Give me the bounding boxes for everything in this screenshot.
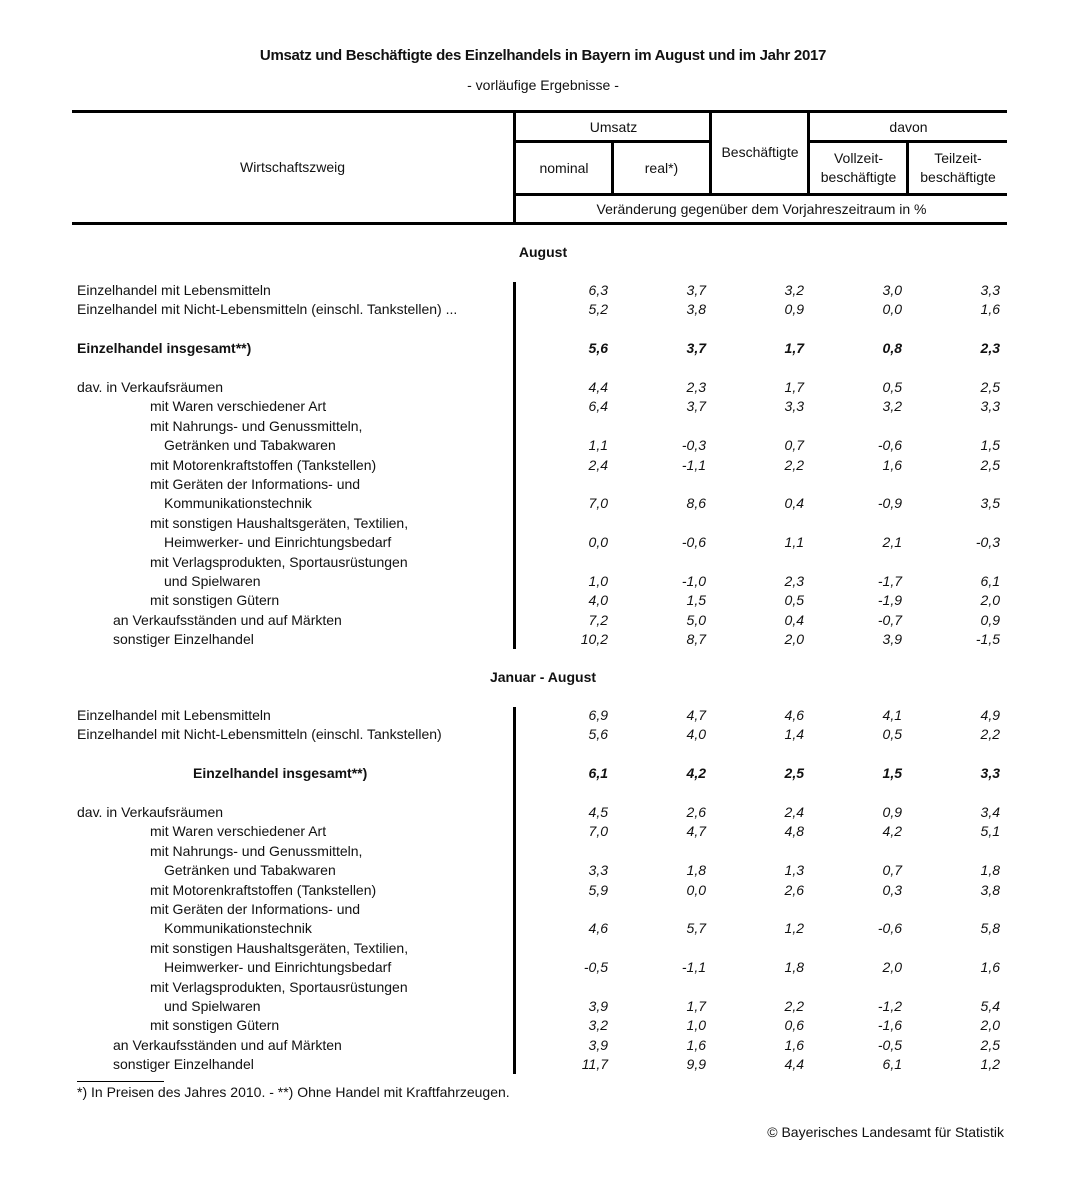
value-beschaeftigte: 0,4 <box>784 495 804 512</box>
value-nominal: 2,4 <box>588 456 608 473</box>
value-real: 1,6 <box>686 1036 706 1053</box>
value-teilzeit: 2,5 <box>980 456 1000 473</box>
value-vollzeit: 2,0 <box>882 959 902 976</box>
value-teilzeit: 2,5 <box>980 379 1000 395</box>
value-nominal: 3,2 <box>588 1017 608 1034</box>
row-label: mit Nahrungs- und Genussmitteln, <box>150 417 363 434</box>
value-nominal: 4,5 <box>588 804 608 820</box>
value-nominal: 5,2 <box>588 301 608 318</box>
value-nominal: 6,1 <box>588 765 608 782</box>
value-real: 3,7 <box>686 282 706 298</box>
section-heading: Januar - August <box>489 669 597 685</box>
value-beschaeftigte: 1,7 <box>784 379 804 395</box>
value-nominal: -0,5 <box>583 959 608 976</box>
value-teilzeit: 6,1 <box>980 573 1000 589</box>
table-title: Umsatz und Beschäftigte des Einzelhandels in Bayern im August und im Jahr 2017 <box>259 47 827 64</box>
value-nominal: 6,9 <box>588 707 608 723</box>
value-teilzeit: 3,5 <box>980 495 1000 512</box>
value-teilzeit: 3,3 <box>980 398 1000 415</box>
value-vollzeit: -0,9 <box>877 495 902 512</box>
table-row <box>72 631 1007 650</box>
table-row <box>72 901 1007 920</box>
row-label: mit sonstigen Haushaltsgeräten, Textilien, <box>150 514 409 531</box>
row-label: Getränken und Tabakwaren <box>164 437 336 454</box>
value-beschaeftigte: 1,1 <box>784 534 804 551</box>
row-label: mit Motorenkraftstoffen (Tankstellen) <box>150 456 377 473</box>
value-teilzeit: 2,3 <box>980 340 1000 357</box>
spacer-row <box>72 785 1007 804</box>
value-nominal: 6,4 <box>588 398 608 415</box>
value-real: 0,0 <box>686 881 706 898</box>
value-real: 4,7 <box>686 707 706 723</box>
value-real: -1,1 <box>681 959 706 976</box>
value-vollzeit: 0,0 <box>882 301 902 318</box>
value-beschaeftigte: 3,3 <box>784 398 804 415</box>
row-label: mit Motorenkraftstoffen (Tankstellen) <box>150 881 377 898</box>
value-nominal: 5,6 <box>588 340 608 357</box>
value-nominal: 1,1 <box>588 437 608 454</box>
value-real: 2,3 <box>686 379 706 395</box>
value-vollzeit: 0,5 <box>882 726 902 743</box>
value-vollzeit: -0,7 <box>877 611 902 628</box>
value-teilzeit: -1,5 <box>975 631 1000 648</box>
row-label: mit Waren verschiedener Art <box>150 398 327 415</box>
row-label: Einzelhandel mit Nicht-Lebensmitteln (einschl. Tankstellen) ... <box>77 301 458 318</box>
row-label: dav. in Verkaufsräumen <box>77 804 224 820</box>
value-real: 5,7 <box>686 920 706 937</box>
value-nominal: 11,7 <box>581 1056 608 1073</box>
row-label: sonstiger Einzelhandel <box>113 1056 254 1073</box>
value-beschaeftigte: 1,3 <box>784 862 804 879</box>
value-beschaeftigte: 3,2 <box>784 282 804 298</box>
header-vollzeit-line1: Vollzeit- <box>833 150 884 166</box>
table-row <box>72 1037 1007 1056</box>
header-branch: Wirtschaftszweig <box>239 159 346 175</box>
row-label: mit sonstigen Gütern <box>150 1017 280 1034</box>
row-label: Einzelhandel insgesamt**) <box>77 340 252 357</box>
table-row <box>72 398 1007 417</box>
value-teilzeit: 1,6 <box>980 959 1000 976</box>
value-vollzeit: 0,7 <box>882 862 902 879</box>
row-label: sonstiger Einzelhandel <box>113 631 254 648</box>
row-label: dav. in Verkaufsräumen <box>77 379 224 395</box>
table-row <box>72 340 1007 359</box>
table-row <box>72 457 1007 476</box>
value-vollzeit: 0,5 <box>882 379 902 395</box>
header-real: real*) <box>644 159 679 176</box>
value-real: 1,5 <box>686 592 706 609</box>
value-nominal: 7,0 <box>588 823 608 840</box>
table-row <box>72 998 1007 1017</box>
value-beschaeftigte: 0,4 <box>784 611 804 628</box>
footnote-rule <box>77 1081 164 1082</box>
value-beschaeftigte: 2,2 <box>784 998 804 1014</box>
value-beschaeftigte: 0,6 <box>784 1017 804 1034</box>
value-nominal: 4,6 <box>588 920 608 937</box>
value-real: 1,0 <box>686 1017 706 1034</box>
value-nominal: 5,9 <box>588 881 608 898</box>
table-row <box>72 1017 1007 1036</box>
row-label: Einzelhandel mit Lebensmitteln <box>77 282 271 298</box>
table-row <box>72 804 1007 823</box>
table-row <box>72 554 1007 573</box>
table-row <box>72 282 1007 301</box>
value-real: 3,8 <box>686 301 706 318</box>
value-beschaeftigte: 0,5 <box>784 592 804 609</box>
table-row <box>72 823 1007 842</box>
header-unit: Veränderung gegenüber dem Vorjahreszeitraum in % <box>596 200 927 217</box>
spacer-row <box>72 360 1007 379</box>
value-real: -1,0 <box>681 573 706 589</box>
value-nominal: 1,0 <box>588 573 608 589</box>
table-row <box>72 437 1007 456</box>
table-row <box>72 707 1007 726</box>
value-beschaeftigte: 2,6 <box>784 881 804 898</box>
value-real: 3,7 <box>686 398 706 415</box>
value-teilzeit: 0,9 <box>980 611 1000 628</box>
value-vollzeit: 4,2 <box>882 823 902 840</box>
value-beschaeftigte: 2,3 <box>784 573 804 589</box>
value-real: -1,1 <box>681 456 706 473</box>
value-teilzeit: 5,4 <box>980 998 1000 1014</box>
value-beschaeftigte: 1,7 <box>784 340 804 357</box>
table-row <box>72 862 1007 881</box>
value-teilzeit: 4,9 <box>980 707 1000 723</box>
table-row <box>72 882 1007 901</box>
table-row <box>72 573 1007 592</box>
table-row <box>72 1056 1007 1075</box>
value-beschaeftigte: 1,6 <box>784 1036 804 1053</box>
value-nominal: 3,9 <box>588 998 608 1014</box>
value-vollzeit: 2,1 <box>882 534 902 551</box>
table-row <box>72 612 1007 631</box>
value-teilzeit: 2,2 <box>980 726 1000 743</box>
value-beschaeftigte: 4,4 <box>784 1056 804 1073</box>
header-teilzeit-line2: beschäftigte <box>920 169 996 185</box>
table-row <box>72 418 1007 437</box>
row-label: Heimwerker- und Einrichtungsbedarf <box>164 534 392 551</box>
table-row <box>72 959 1007 978</box>
value-vollzeit: 3,9 <box>882 631 902 648</box>
value-real: 8,6 <box>686 495 706 512</box>
value-vollzeit: 3,0 <box>882 282 902 298</box>
value-beschaeftigte: 4,6 <box>784 707 804 723</box>
value-teilzeit: 2,5 <box>980 1036 1000 1053</box>
value-real: 1,7 <box>686 998 706 1014</box>
row-label: mit sonstigen Haushaltsgeräten, Textilien, <box>150 939 409 956</box>
value-real: -0,6 <box>681 534 706 551</box>
value-vollzeit: -1,2 <box>877 998 902 1014</box>
value-teilzeit: 3,4 <box>980 804 1000 820</box>
value-beschaeftigte: 2,0 <box>784 631 804 648</box>
value-teilzeit: -0,3 <box>975 534 1000 551</box>
header-beschaeftigte: Beschäftigte <box>721 144 799 160</box>
value-nominal: 7,0 <box>588 495 608 512</box>
table-row <box>72 765 1007 784</box>
header-vollzeit <box>810 143 907 193</box>
copyright: © Bayerisches Landesamt für Statistik <box>767 1124 1004 1140</box>
value-vollzeit: 0,3 <box>882 881 902 898</box>
value-vollzeit: -0,6 <box>877 920 902 937</box>
value-nominal: 4,0 <box>588 592 608 609</box>
value-real: 2,6 <box>686 804 706 820</box>
value-nominal: 3,3 <box>588 862 608 879</box>
value-teilzeit: 5,8 <box>980 920 1000 937</box>
row-label: mit sonstigen Gütern <box>150 592 280 609</box>
table-row <box>72 379 1007 398</box>
table-row <box>72 301 1007 320</box>
row-label: Kommunikationstechnik <box>164 495 312 512</box>
table-subtitle: - vorläufige Ergebnisse - <box>467 77 619 93</box>
row-label: Kommunikationstechnik <box>164 920 312 937</box>
value-beschaeftigte: 4,8 <box>784 823 804 840</box>
value-vollzeit: -0,6 <box>877 437 902 454</box>
value-vollzeit: 6,1 <box>882 1056 902 1073</box>
value-vollzeit: -1,7 <box>877 573 902 589</box>
spacer-row <box>72 321 1007 340</box>
row-label: Getränken und Tabakwaren <box>164 862 336 879</box>
value-real: 4,7 <box>686 823 706 840</box>
section-heading: August <box>518 244 568 260</box>
value-real: 4,0 <box>686 726 706 743</box>
row-label: Einzelhandel mit Lebensmitteln <box>77 707 271 723</box>
value-vollzeit: -1,9 <box>877 592 902 609</box>
value-vollzeit: 1,5 <box>882 765 902 782</box>
value-nominal: 3,9 <box>588 1036 608 1053</box>
value-beschaeftigte: 2,4 <box>784 804 804 820</box>
spacer-row <box>72 746 1007 765</box>
value-nominal: 0,0 <box>588 534 608 551</box>
table-row <box>72 515 1007 534</box>
row-label: an Verkaufsständen und auf Märkten <box>113 1036 342 1053</box>
value-beschaeftigte: 1,8 <box>784 959 804 976</box>
footnote: *) In Preisen des Jahres 2010. - **) Ohne Handel mit Kraftfahrzeugen. <box>77 1084 510 1100</box>
header-umsatz: Umsatz <box>589 118 638 135</box>
value-real: 9,9 <box>686 1056 706 1073</box>
value-nominal: 4,4 <box>588 379 608 395</box>
table-row <box>72 476 1007 495</box>
table-row <box>72 920 1007 939</box>
table-row <box>72 726 1007 745</box>
row-label: an Verkaufsständen und auf Märkten <box>113 611 342 628</box>
value-nominal: 10,2 <box>580 631 608 648</box>
value-teilzeit: 3,3 <box>980 765 1000 782</box>
header-nominal: nominal <box>539 159 589 176</box>
row-label: und Spielwaren <box>164 573 261 589</box>
value-real: 5,0 <box>686 611 706 628</box>
value-vollzeit: 4,1 <box>882 707 902 723</box>
value-teilzeit: 1,6 <box>980 301 1000 318</box>
value-teilzeit: 2,0 <box>980 1017 1000 1034</box>
value-vollzeit: -0,5 <box>877 1036 902 1053</box>
row-label: mit Geräten der Informations- und <box>150 901 361 917</box>
value-beschaeftigte: 0,9 <box>784 301 804 318</box>
value-vollzeit: 0,8 <box>882 340 902 357</box>
table-header <box>72 110 1007 225</box>
value-real: -0,3 <box>681 437 706 454</box>
row-label: mit Nahrungs- und Genussmitteln, <box>150 842 363 859</box>
value-teilzeit: 3,8 <box>980 881 1000 898</box>
table-row <box>72 979 1007 998</box>
value-beschaeftigte: 2,5 <box>784 765 804 782</box>
value-teilzeit: 1,2 <box>980 1056 1000 1073</box>
value-nominal: 5,6 <box>588 726 608 743</box>
value-teilzeit: 2,0 <box>980 592 1000 609</box>
table-row <box>72 843 1007 862</box>
value-real: 1,8 <box>686 862 706 879</box>
row-label: mit Verlagsprodukten, Sportausrüstungen <box>150 978 408 995</box>
value-real: 3,7 <box>686 340 706 357</box>
value-vollzeit: 0,9 <box>882 804 902 820</box>
row-label: mit Geräten der Informations- und <box>150 476 361 492</box>
value-teilzeit: 3,3 <box>980 282 1000 298</box>
header-davon: davon <box>889 118 928 135</box>
table-row <box>72 495 1007 514</box>
value-teilzeit: 5,1 <box>980 823 1000 840</box>
value-vollzeit: -1,6 <box>877 1017 902 1034</box>
value-real: 4,2 <box>686 765 706 782</box>
row-label: Einzelhandel insgesamt**) <box>193 765 368 782</box>
value-beschaeftigte: 1,2 <box>784 920 804 937</box>
header-teilzeit <box>909 143 1007 193</box>
value-nominal: 6,3 <box>588 282 608 298</box>
row-label: mit Verlagsprodukten, Sportausrüstungen <box>150 553 408 570</box>
table-row <box>72 940 1007 959</box>
row-label: Heimwerker- und Einrichtungsbedarf <box>164 959 392 976</box>
row-label: mit Waren verschiedener Art <box>150 823 327 840</box>
value-vollzeit: 1,6 <box>882 456 902 473</box>
header-vollzeit-line2: beschäftigte <box>820 169 897 185</box>
value-nominal: 7,2 <box>588 611 608 628</box>
value-real: 8,7 <box>686 631 706 648</box>
value-vollzeit: 3,2 <box>882 398 902 415</box>
table-row <box>72 534 1007 553</box>
header-teilzeit-line1: Teilzeit- <box>934 150 982 166</box>
row-label: und Spielwaren <box>164 998 261 1014</box>
value-beschaeftigte: 2,2 <box>784 456 804 473</box>
row-label: Einzelhandel mit Nicht-Lebensmitteln (einschl. Tankstellen) <box>77 726 442 743</box>
table-row <box>72 592 1007 611</box>
value-beschaeftigte: 1,4 <box>784 726 804 743</box>
value-beschaeftigte: 0,7 <box>784 437 804 454</box>
value-teilzeit: 1,8 <box>980 862 1000 879</box>
value-teilzeit: 1,5 <box>980 437 1000 454</box>
